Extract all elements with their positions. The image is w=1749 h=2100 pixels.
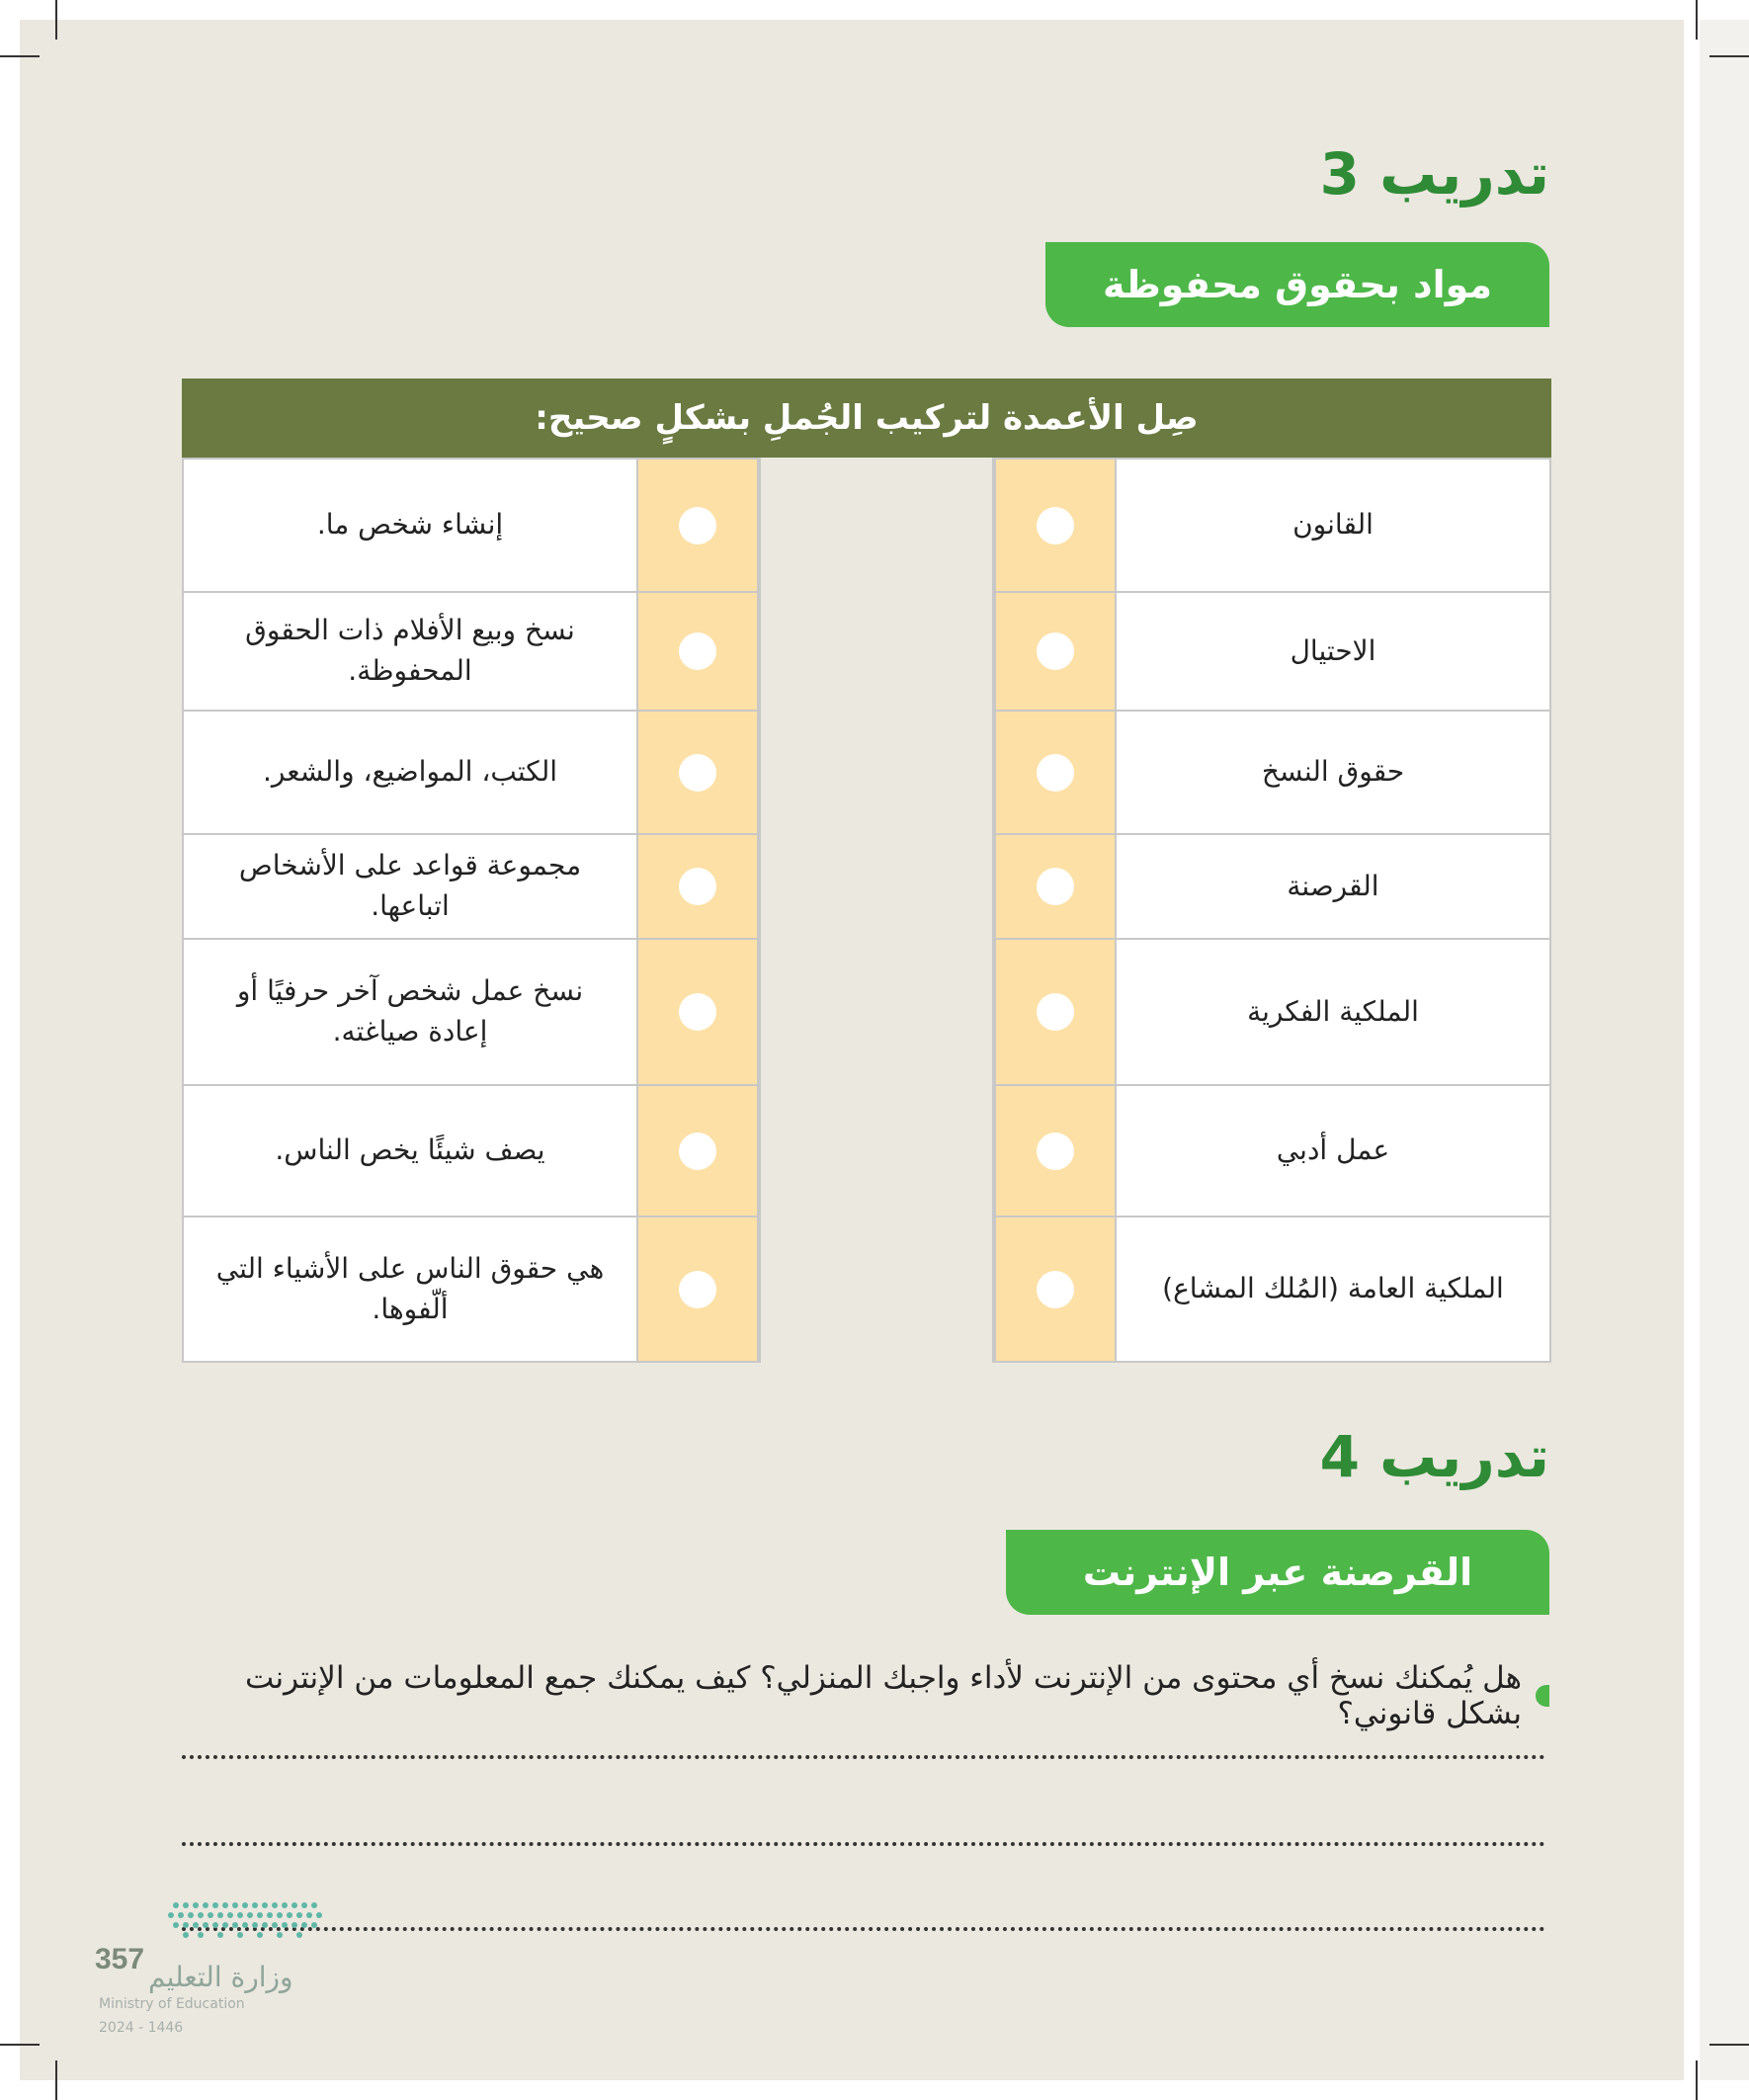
academic-year: 2024 - 1446: [99, 2020, 184, 2036]
answer-line[interactable]: [182, 1755, 1545, 1759]
matching-instructions: صِل الأعمدة لتركيب الجُملِ بشكلٍ صحيح:: [182, 378, 1551, 458]
term-row: [994, 1086, 1549, 1218]
bullet-icon: [1536, 1685, 1549, 1707]
crop-mark: [55, 2060, 57, 2100]
exercise3-banner: مواد بحقوق محفوظة: [1045, 242, 1549, 327]
exercise4-heading: تدريب 4: [1319, 1423, 1549, 1490]
match-dot[interactable]: [1037, 868, 1074, 905]
definition-row: [184, 835, 759, 940]
page-edge-strip: [1700, 20, 1749, 2080]
match-dot[interactable]: [679, 507, 716, 545]
question-text: هل يُمكنك نسخ أي محتوى من الإنترنت لأداء واجبك المنزلي؟ كيف يمكنك جمع المعلومات من الإنترنت بشكل قانوني؟: [245, 1660, 1522, 1731]
term-text: حقوق النسخ: [1261, 755, 1405, 789]
definition-text: الكتب، المواضيع، والشعر.: [262, 755, 558, 789]
term-text: القرصنة: [1287, 869, 1379, 902]
term-text: عمل أدبي: [1276, 1134, 1390, 1167]
term-text: الاحتيال: [1290, 633, 1376, 667]
definition-row: [184, 460, 759, 593]
ministry-name-arabic: وزارة التعليم: [148, 1961, 293, 1993]
term-text: الملكية العامة (المُلك المشاع): [1162, 1272, 1504, 1305]
crop-mark: [55, 0, 57, 40]
exercise4-question: [180, 1660, 1549, 1731]
match-dot[interactable]: [679, 632, 716, 670]
term-row: [994, 712, 1549, 835]
definition-row: [184, 940, 759, 1086]
definition-text: مجموعة قواعد على الأشخاص اتباعها.: [238, 849, 582, 922]
match-dot[interactable]: [679, 868, 716, 905]
match-dot[interactable]: [1037, 1133, 1074, 1170]
term-row: [994, 835, 1549, 940]
term-text: القانون: [1292, 508, 1374, 542]
match-dot[interactable]: [1037, 754, 1074, 792]
definition-text: نسخ عمل شخص آخر حرفيًا أو إعادة صياغته.: [236, 974, 584, 1048]
term-row: [994, 593, 1549, 712]
match-dot[interactable]: [679, 1133, 716, 1170]
answer-line[interactable]: [182, 1842, 1545, 1846]
definition-row: [184, 712, 759, 835]
match-dot[interactable]: [679, 993, 716, 1031]
crop-mark: [0, 55, 40, 57]
match-dot[interactable]: [679, 1271, 716, 1308]
exercise4-banner: القرصنة عبر الإنترنت: [1006, 1530, 1549, 1615]
definition-row: [184, 593, 759, 712]
match-dot[interactable]: [1037, 993, 1074, 1031]
definition-text: إنشاء شخص ما.: [316, 508, 504, 542]
definitions-column: [182, 458, 761, 1363]
definition-text: يصف شيئًا يخص الناس.: [275, 1134, 545, 1167]
ministry-name-english: Ministry of Education: [99, 1996, 245, 2012]
page-number: 357: [95, 1943, 145, 1975]
definition-row: [184, 1086, 759, 1218]
definition-text: نسخ وبيع الأفلام ذات الحقوق المحفوظة.: [245, 614, 575, 687]
match-dot[interactable]: [1037, 632, 1074, 670]
terms-column: [992, 458, 1551, 1363]
crop-mark: [1709, 2044, 1749, 2046]
crop-mark: [1696, 0, 1698, 40]
term-text: الملكية الفكرية: [1247, 994, 1419, 1028]
answer-line[interactable]: [182, 1927, 1545, 1931]
match-dot[interactable]: [1037, 507, 1074, 545]
term-row: [994, 1218, 1549, 1361]
definition-text: هي حقوق الناس على الأشياء التي ألّفوها.: [215, 1251, 605, 1325]
crop-mark: [1696, 2060, 1698, 2100]
match-dot[interactable]: [1037, 1271, 1074, 1308]
exercise3-heading: تدريب 3: [1319, 140, 1549, 208]
definition-row: [184, 1218, 759, 1361]
crop-mark: [0, 2044, 40, 2046]
term-row: [994, 940, 1549, 1086]
crop-mark: [1709, 55, 1749, 57]
match-dot[interactable]: [679, 754, 716, 792]
term-row: [994, 460, 1549, 593]
